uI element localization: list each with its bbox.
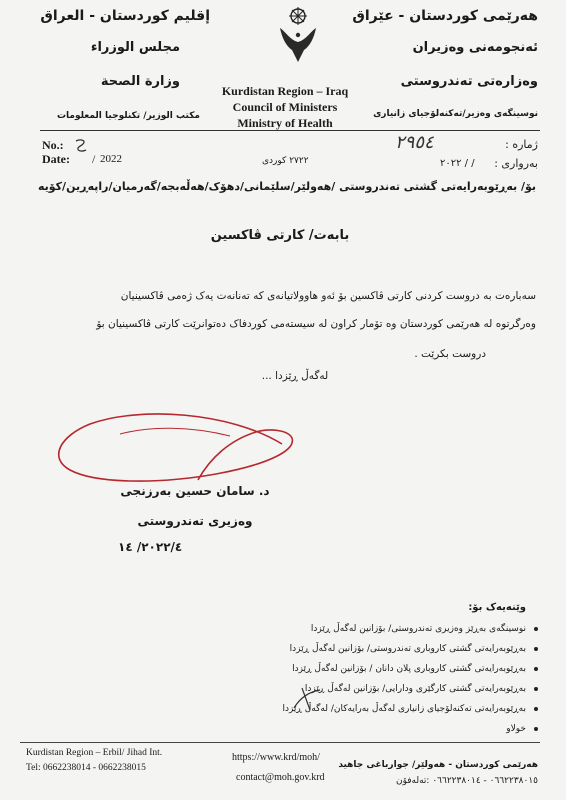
body-paragraph-line-2: وەرگرتوە لە هەرێمی کوردستان وە تۆمار کراون لە سیستەمی کوردفاک دەتوانرێت کارتی ڤاکسینیان بۆ	[96, 318, 536, 330]
zhmara-label: ژمارە :	[505, 138, 538, 151]
copies-heading: وێنەیەک بۆ:	[468, 602, 526, 613]
header-left-line-3: وزارة الصحة	[100, 74, 180, 89]
signatory-name: د. سامان حسین بەرزنجی	[120, 484, 270, 498]
copy-item-4	[305, 684, 538, 694]
footer-divider	[20, 742, 540, 743]
copy-item-text: بەڕێوبەرایەتی گشتی کارگێری ودارایی/ بۆزانین لەگەڵ ڕێزدا	[304, 684, 526, 694]
header-left-line-1: إقليم كوردستان - العراق	[40, 8, 210, 24]
header-right-line-4: نوسینگەی وەزیر/تەکنەلۆجیای زانیاری	[373, 109, 538, 119]
signatory-title: وەزیری تەندروستی	[137, 514, 253, 528]
copy-item-text: بەڕێوبەرایەتی گشتی کاروباری پلان دانان / بۆزانین لەگەڵ ڕێزدا	[292, 664, 526, 674]
copy-item-2	[290, 644, 538, 654]
header-center-line-1: Kurdistan Region – Iraq	[221, 84, 349, 98]
recipient-line: بۆ/ بەڕێوبەرایەتی گشتی تەندروستی /هەولێر/سلێمانی/دهۆک/هەڵەبجە/گەرمیان/راپەڕین/کۆیە	[37, 180, 536, 193]
number-label: No.:	[42, 138, 64, 152]
copy-item-6	[506, 724, 538, 734]
date-year: 2022	[100, 153, 122, 165]
handwritten-date-mark	[74, 138, 88, 154]
header-center-line-3: Ministry of Health	[237, 116, 333, 130]
footer-left-line-2: Tel: 0662238014 - 0662238015	[26, 763, 146, 773]
kurdistan-emblem-icon	[276, 6, 320, 66]
bullet-dot-icon	[534, 667, 538, 671]
header-divider	[40, 130, 540, 131]
signature-date: ٢٠٢٢/٤/ ١٤	[118, 540, 183, 554]
barwar-value: ٢٠٢٢ / /	[440, 158, 475, 169]
bullet-dot-icon	[534, 687, 538, 691]
barwar-label: بەرواری :	[494, 157, 538, 170]
header-right-line-2: ئەنجومەنی وەزیران	[412, 40, 538, 55]
body-paragraph-line-3: دروست بکرێت .	[414, 348, 486, 360]
bullet-dot-icon	[534, 707, 538, 711]
zhmara-handwritten-value: ٢٩٥٤	[395, 132, 434, 153]
header-center-line-2: Council of Ministers	[232, 100, 338, 114]
regards-line: لەگەڵ ڕێزدا ...	[261, 370, 329, 382]
header-left-line-2: مجلس الوزراء	[90, 40, 180, 55]
footer-website-link[interactable]: https://www.krd/moh/	[232, 752, 320, 763]
date-value: /	[92, 152, 96, 166]
footer-right-line-2: ٠٦٦٢٢٣٨٠١٥ - ٠٦٦٢٢٣٨٠١٤ :تەلەفۆن	[395, 776, 538, 786]
copy-item-text: بەڕێوبەرایەتی گشتی کاروباری تەندروستی/ بۆزانین لەگەڵ ڕێزدا	[289, 644, 526, 654]
handwritten-mark	[290, 684, 330, 714]
footer-left-line-1: Kurdistan Region – Erbil/ Jihad Int.	[26, 748, 163, 758]
copy-item-text: خولاو	[506, 724, 526, 734]
header-right-line-3: وەزارەتی تەندروستی	[400, 74, 538, 89]
bullet-dot-icon	[534, 647, 538, 651]
copy-item-text: بەڕێوبەرایەتی تەکنەلۆجیای زانیاری لەگەڵ بەرایەکان/ لەگەڵ ڕێزدا	[282, 704, 526, 714]
footer-email-link[interactable]: contact@moh.gov.krd	[236, 772, 325, 783]
header-left-line-4: مكتب الوزير/ تكنلوجيا المعلومات	[57, 111, 200, 121]
subject-line: بابەت/ کارتی ڤاکسین	[210, 228, 350, 243]
bullet-dot-icon	[534, 727, 538, 731]
kurdi-year: ٢٧٢٢ کوردی	[262, 156, 309, 166]
footer-right-line-1: هەرێمی کوردستان - هەولێر/ جوارباغی جاهید	[338, 760, 538, 770]
copy-item-text: نوسینگەی بەڕێز وەزیری تەندروستی/ بۆزانین لەگەڵ ڕێزدا	[310, 624, 526, 634]
body-paragraph-line-1: سەبارەت بە دروست کردنی کارتی ڤاکسین بۆ ئەو هاوولاتیانەی کە تەنانەت یەک ژەمی ڤاکسینیان	[120, 290, 536, 302]
copy-item-1	[311, 624, 538, 634]
bullet-dot-icon	[534, 627, 538, 631]
date-label: Date:	[42, 152, 70, 166]
header-right-line-1: هەرێمی کوردستان - عێراق	[352, 8, 538, 24]
copy-item-3	[292, 664, 538, 674]
